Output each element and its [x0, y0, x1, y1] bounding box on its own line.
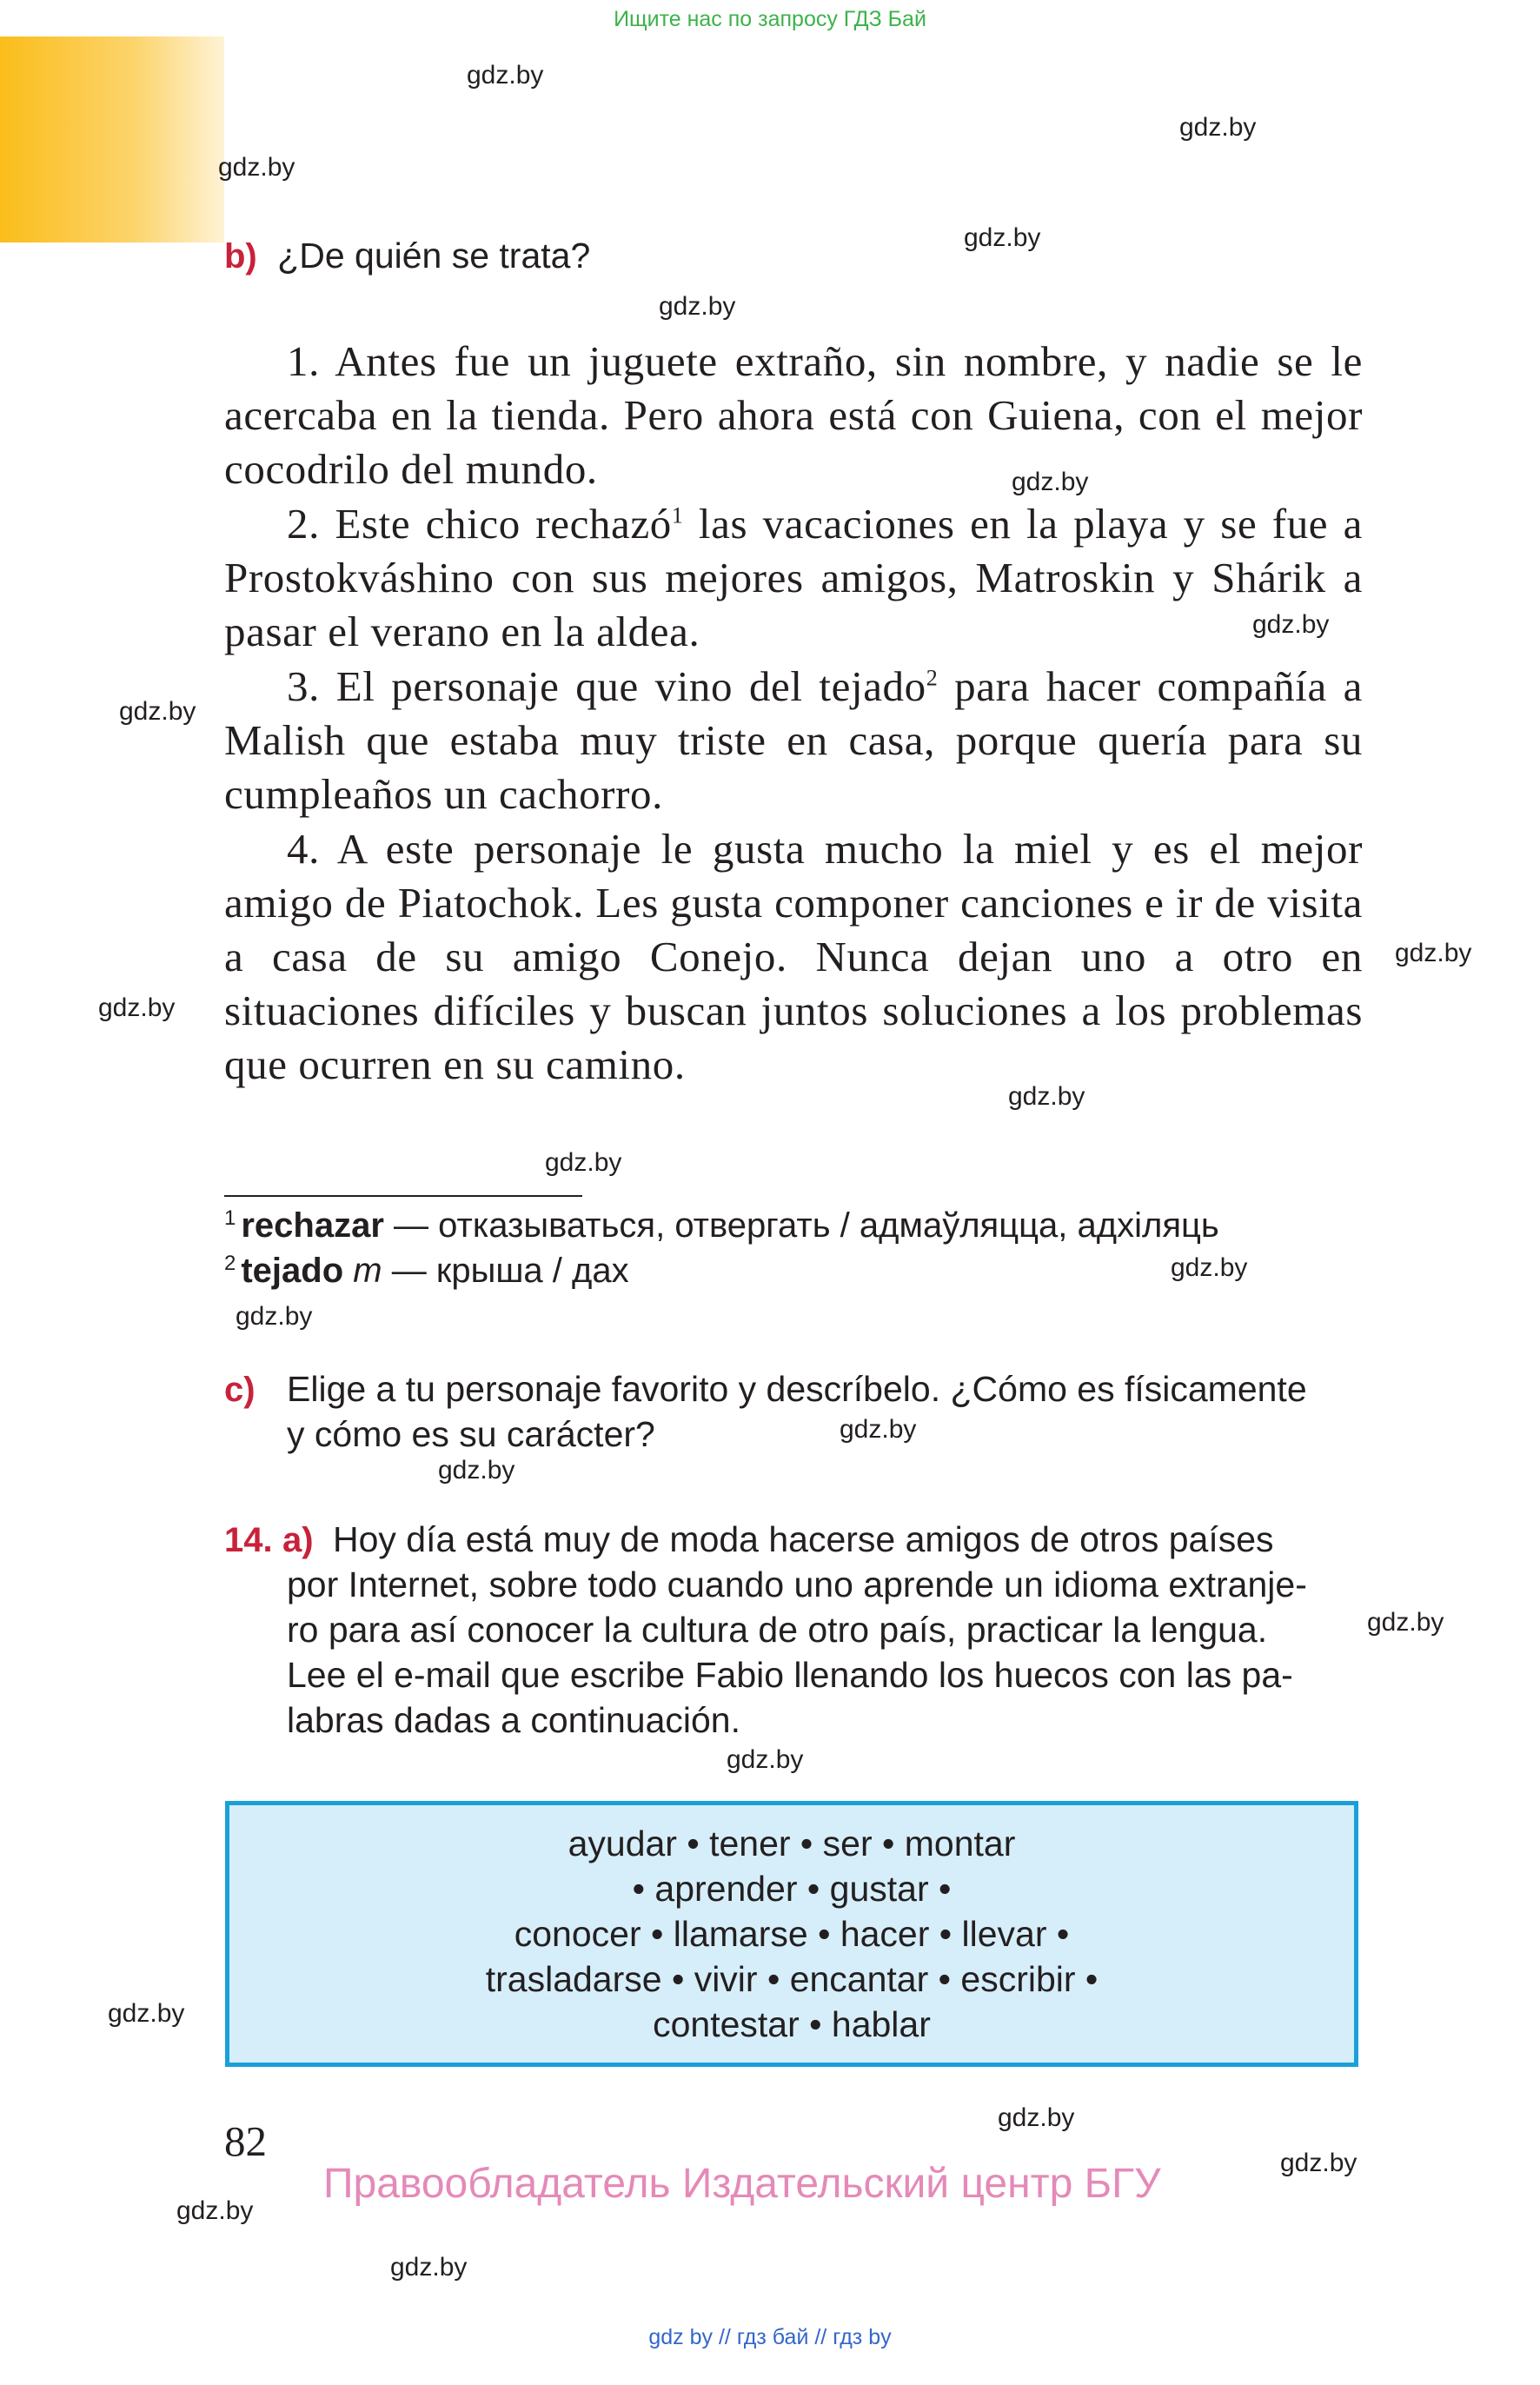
task-c-text [287, 1366, 1364, 1457]
footnote [224, 1203, 1219, 1248]
watermark: gdz.by [108, 1999, 185, 2028]
footnote-number: 2 [224, 1252, 236, 1275]
watermark: gdz.by [545, 1148, 622, 1177]
task-14-line: por Internet, sobre todo cuando uno aprende un idioma extranje- [287, 1565, 1307, 1604]
task-letter: c) [224, 1371, 256, 1409]
task-letter: a) [282, 1521, 314, 1559]
story-paragraph [224, 660, 1363, 821]
word-bank-line: • aprender • gustar • [632, 1869, 952, 1909]
task-line: y cómo es su carácter? [287, 1414, 655, 1454]
watermark: gdz.by [1171, 1253, 1248, 1282]
paragraph-text: las vacaciones en la playa y se fue a Prostokváshino con sus mejores amigos, Matroskin y Shárik a pasar el verano en la aldea. [224, 500, 1363, 655]
watermark: gdz.by [438, 1456, 515, 1485]
story-paragraph: 4. A este personaje le gusta mucho la miel y es el mejor amigo de Piatochok. Les gusta componer canciones e ir de visita a casa de su amigo Conejo. Nunca dejan uno a otro en situaciones difíciles y buscan juntos soluciones a los problemas que ocurren en su camino. [224, 825, 1363, 1088]
word-bank-line: conocer • llamarse • hacer • llevar • [514, 1914, 1070, 1954]
footnote [224, 1248, 629, 1293]
word-bank-line: trasladarse • vivir • encantar • escribir • [485, 1959, 1099, 1999]
bottom-links[interactable]: gdz by // гдз бай // гдз by [648, 2325, 892, 2349]
watermark: gdz.by [1179, 113, 1257, 142]
watermark: gdz.by [1367, 1608, 1444, 1637]
watermark: gdz.by [659, 292, 736, 321]
task-c-letter [224, 1366, 256, 1412]
task-line: Elige a tu personaje favorito y descríbelo. ¿Cómo es físicamente [287, 1369, 1307, 1409]
task-number: 14. [224, 1521, 273, 1559]
task-question: ¿De quién se trata? [277, 236, 591, 276]
paragraph-text: 3. El personaje que vino del tejado [287, 662, 926, 710]
footnote-definition: — отказываться, отвергать / адмаўляцца, адхіляць [383, 1206, 1219, 1245]
watermark: gdz.by [998, 2103, 1075, 2132]
task-14-line: labras dadas a continuación. [287, 1700, 740, 1740]
watermark: gdz.by [840, 1415, 917, 1444]
watermark: gdz.by [1280, 2149, 1357, 2177]
watermark: gdz.by [1395, 939, 1472, 967]
watermark: gdz.by [467, 61, 544, 90]
watermark: gdz.by [218, 153, 295, 182]
footnote-ref: 2 [926, 665, 939, 691]
word-bank-line: ayudar • tener • ser • montar [568, 1824, 1016, 1863]
paragraph-text: para hacer compañía a Malish que estaba muy triste en casa, porque quería para su cumpleaños un cachorro. [224, 662, 1363, 818]
watermark: gdz.by [119, 697, 196, 726]
footnote-number: 1 [224, 1206, 236, 1230]
page-number: 82 [224, 2117, 267, 2165]
top-banner[interactable]: Ищите нас по запросу ГДЗ Бай [614, 7, 926, 31]
task-14-line: Hoy día está muy de moda hacerse amigos de otros países [333, 1519, 1274, 1559]
footnote-definition: — крыша / дах [382, 1252, 629, 1290]
watermark: gdz.by [236, 1302, 313, 1331]
footnote-gender: m [353, 1252, 382, 1290]
corner-decoration [0, 37, 224, 242]
watermark: gdz.by [1008, 1082, 1085, 1111]
task-letter: b) [224, 237, 257, 276]
footnote-ref: 1 [671, 502, 684, 528]
footnote-divider [224, 1195, 582, 1197]
footnote-word: tejado [241, 1252, 344, 1290]
story-paragraph: 1. Antes fue un juguete extraño, sin nombre, y nadie se le acercaba en la tienda. Pero ahora está con Guiena, con el mejor cocodrilo del mundo. [224, 337, 1363, 493]
word-bank-line: contestar • hablar [653, 2004, 931, 2044]
task-14-line: Lee el e-mail que escribe Fabio llenando los huecos con las pa- [287, 1655, 1293, 1695]
watermark: gdz.by [390, 2253, 468, 2282]
watermark: gdz.by [1252, 610, 1330, 639]
watermark: gdz.by [727, 1745, 804, 1774]
watermark: gdz.by [176, 2196, 254, 2225]
footnote-word: rechazar [241, 1206, 384, 1245]
task-b [224, 233, 590, 279]
watermark: gdz.by [98, 993, 176, 1022]
task-14-label [224, 1517, 314, 1563]
watermark: gdz.by [964, 223, 1041, 252]
paragraph-text: 2. Este chico rechazó [287, 500, 672, 548]
copyright-notice: Правообладатель Издательский центр БГУ [323, 2161, 1161, 2207]
task-14-line: ro para así conocer la cultura de otro país, practicar la lengua. [287, 1610, 1268, 1650]
story-paragraph [224, 497, 1363, 659]
watermark: gdz.by [1012, 468, 1089, 496]
